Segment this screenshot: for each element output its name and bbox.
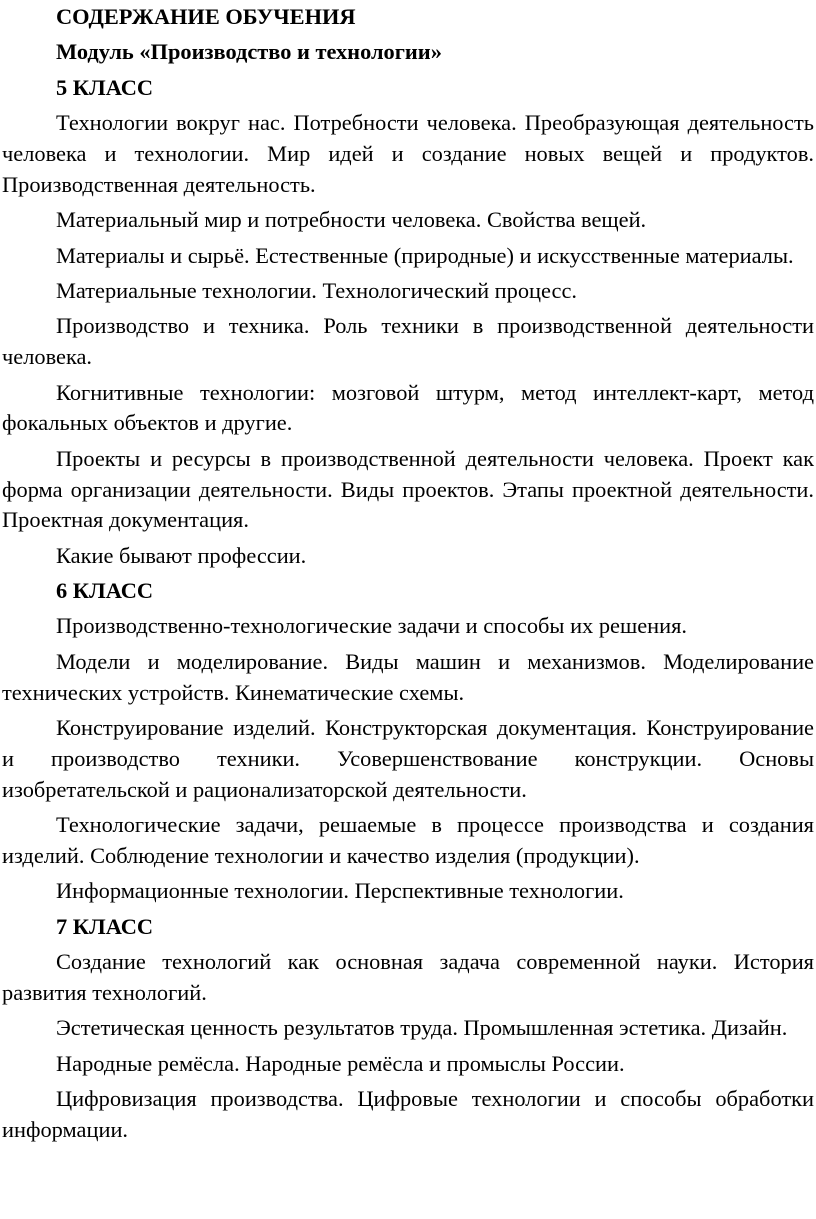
- grade-5-paragraph: Какие бывают профессии.: [56, 542, 307, 568]
- grade-5-paragraph: Производство и техника. Роль техники в производственной деятельности человека.: [2, 313, 814, 370]
- grade-6-paragraph: Технологические задачи, решаемые в процессе производства и создания изделий. Соблюдение технологии и качество изделия (продукции).: [2, 812, 814, 868]
- grade-5-paragraph: Материальные технологии. Технологический процесс.: [56, 277, 578, 303]
- grade-5-paragraph: Технологии вокруг нас. Потребности человека. Преобразующая деятельность человека и технологии. Мир идей и создание новых вещей и продуктов. Производственная деятельность.: [2, 110, 814, 197]
- document-title: СОДЕРЖАНИЕ ОБУЧЕНИЯ: [56, 4, 356, 29]
- grade-5-paragraph: Когнитивные технологии: мозговой штурм, метод интеллект-карт, метод фокальных объектов и другие.: [2, 379, 814, 436]
- grade-6-paragraph: Производственно-технологические задачи и способы их решения.: [56, 613, 688, 639]
- grade-5-paragraph: Проекты и ресурсы в производственной деятельности человека. Проект как форма организации деятельности. Виды проектов. Этапы проектной деятельности. Проектная документация.: [2, 445, 814, 533]
- grade-7-heading: 7 КЛАСС: [56, 913, 154, 939]
- grade-6-paragraph: Информационные технологии. Перспективные технологии.: [56, 878, 624, 904]
- grade-5-paragraph: Материальный мир и потребности человека. Свойства вещей.: [56, 207, 647, 233]
- grade-5-heading: 5 КЛАСС: [56, 74, 154, 100]
- grade-6-heading: 6 КЛАСС: [56, 578, 154, 604]
- module-title: Модуль «Производство и технологии»: [56, 39, 442, 65]
- grade-6-paragraph: Модели и моделирование. Виды машин и механизмов. Моделирование технических устройств. Кинематические схемы.: [2, 648, 814, 705]
- grade-7-paragraph: Народные ремёсла. Народные ремёсла и промыслы России.: [56, 1050, 625, 1076]
- grade-7-paragraph: Эстетическая ценность результатов труда. Промышленная эстетика. Дизайн.: [56, 1015, 788, 1041]
- grade-7-paragraph: Создание технологий как основная задача современной науки. История развития технологий.: [2, 949, 814, 1005]
- grade-6-paragraph: Конструирование изделий. Конструкторская документация. Конструирование и производство техники. Усовершенствование конструкции. Основы изобретательской и рационализаторской деятельности.: [2, 715, 814, 802]
- grade-5-paragraph: Материалы и сырьё. Естественные (природные) и искусственные материалы.: [56, 242, 794, 268]
- grade-7-paragraph: Цифровизация производства. Цифровые технологии и способы обработки информации.: [2, 1085, 814, 1142]
